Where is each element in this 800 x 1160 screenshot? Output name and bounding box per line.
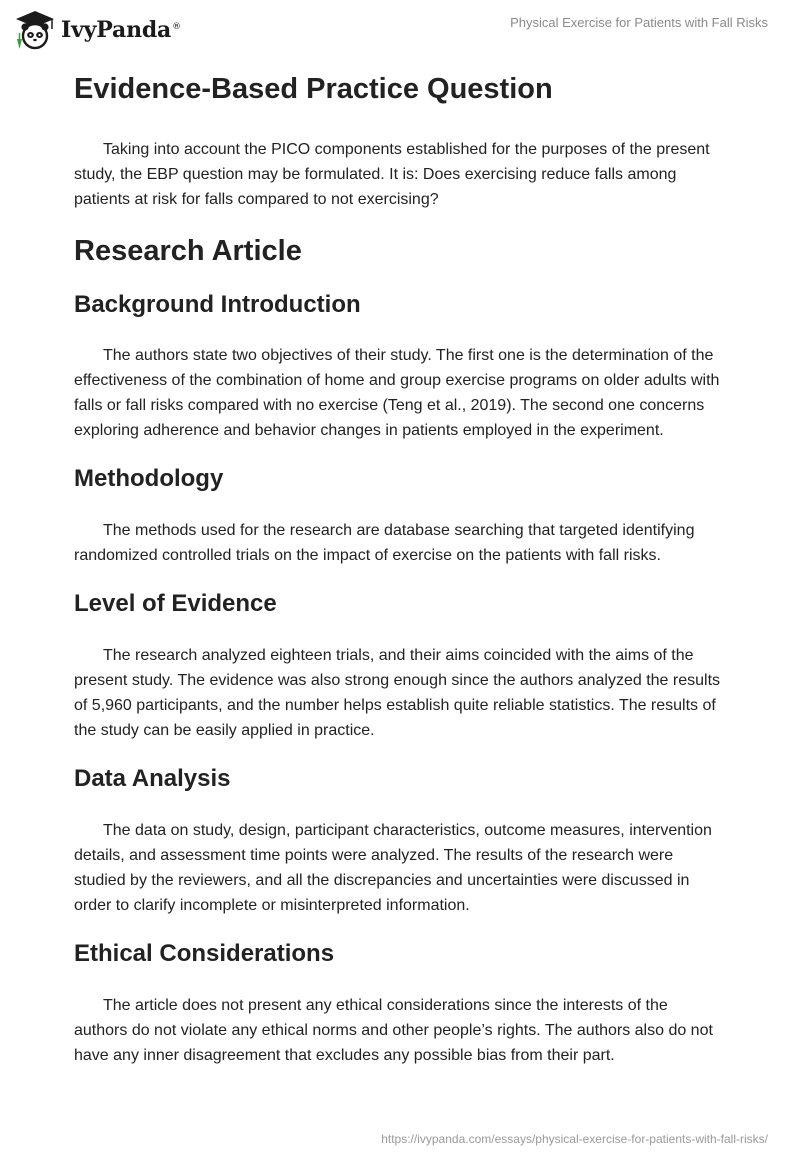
footer-source-url[interactable]: https://ivypanda.com/essays/physical-exercise-for-patients-with-fall-risks/ <box>381 1132 768 1146</box>
paragraph-background: The authors state two objectives of their study. The first one is the determination of the effectiveness of the combination of home and group exercise programs on older adults with falls or fall risks compared with no exercise (Teng et al., 2019). The second one concerns exploring adherence and behavior changes in patients employed in the experiment. <box>74 347 720 440</box>
section-heading-ebp-question: Evidence-Based Practice Question <box>74 73 553 105</box>
paragraph-methodology: The methods used for the research are database searching that targeted identifying randomized controlled trials on the impact of exercise on the patients with fall risks. <box>74 522 695 565</box>
paragraph-ebp-question: Taking into account the PICO components established for the purposes of the present study, the EBP question may be formulated. It is: Does exercising reduce falls among patients at risk for falls compared to not exercising? <box>74 140 710 208</box>
paragraph-level-of-evidence: The research analyzed eighteen trials, and their aims coincided with the aims of the present study. The evidence was also strong enough since the authors analyzed the results of 5,960 participants, and the number helps establish quite reliable statistics. The results of the study can be easily applied in practice. <box>74 646 721 739</box>
paragraph-ethical-considerations: The article does not present any ethical considerations since the interests of the authors do not violate any ethical norms and other people’s rights. The authors also do not have any inner disagreement that excludes any possible bias from their part. <box>74 996 713 1064</box>
section-heading-ethical-considerations: Ethical Considerations <box>74 939 335 967</box>
section-heading-data-analysis: Data Analysis <box>74 764 231 792</box>
section-heading-background: Background Introduction <box>74 290 361 318</box>
panda-graduate-logo-icon <box>14 9 56 51</box>
section-heading-methodology: Methodology <box>74 465 224 493</box>
page-header <box>0 0 800 60</box>
brand-logo[interactable] <box>14 9 181 51</box>
paragraph-data-analysis: The data on study, design, participant characteristics, outcome measures, intervention details, and assessment time points were analyzed. The results of the research were studied by the reviewers, and all the discrepancies and uncertainties were discussed in order to clarify incomplete or misinterpreted information. <box>74 821 712 914</box>
registered-mark: ® <box>172 21 181 32</box>
brand-name: IvyPanda® <box>61 17 181 43</box>
document-title: Physical Exercise for Patients with Fall Risks <box>510 15 768 30</box>
essay-body <box>74 72 724 1068</box>
section-heading-level-of-evidence: Level of Evidence <box>74 590 277 618</box>
section-heading-research-article: Research Article <box>74 234 302 267</box>
